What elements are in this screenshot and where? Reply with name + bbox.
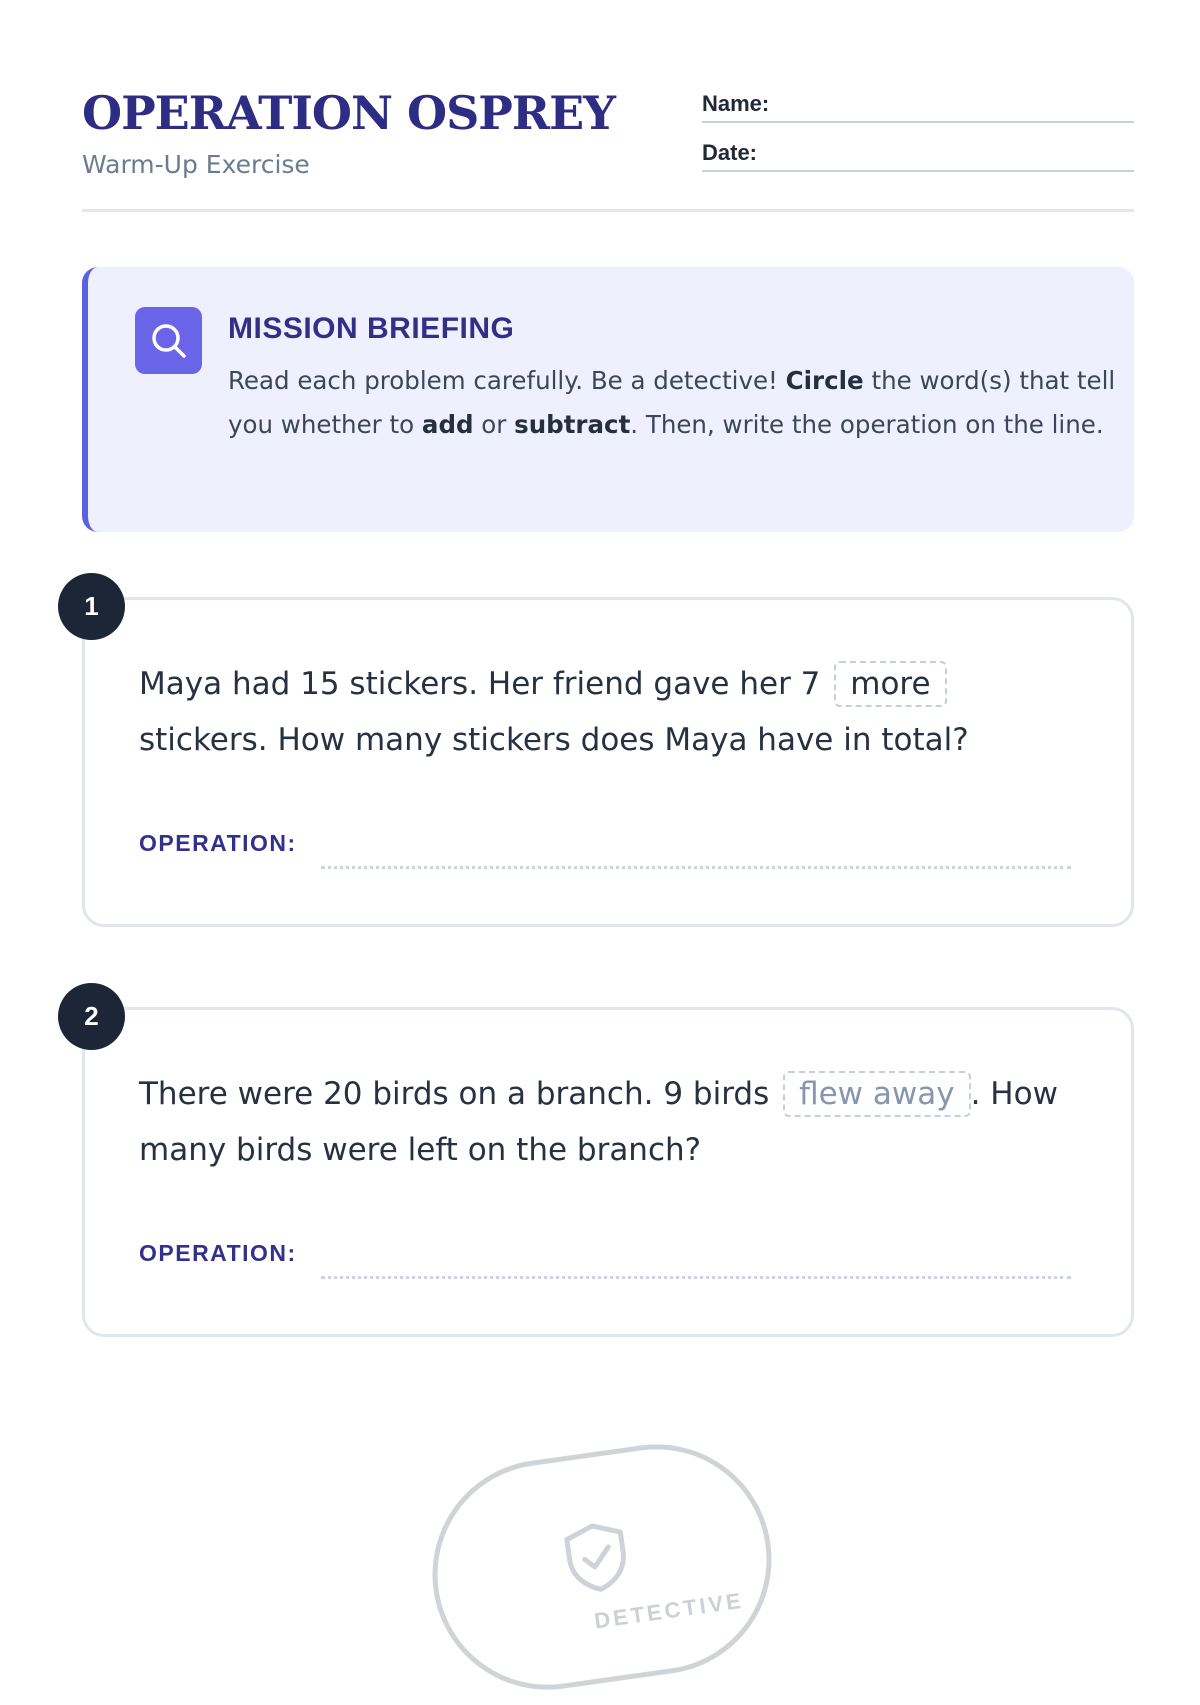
operation-label: OPERATION: [139, 830, 297, 856]
operation-label: OPERATION: [139, 1240, 297, 1266]
keyword-box[interactable]: more [834, 661, 946, 707]
page-title: OPERATION OSPREY [82, 86, 616, 140]
subtract-word: subtract [514, 410, 631, 439]
name-field[interactable] [702, 80, 1134, 123]
date-field[interactable] [702, 127, 1134, 172]
problem-text: Maya had 15 stickers. Her friend gave her 7 more stickers. How many stickers does Maya have in total? [139, 656, 1099, 768]
problem-card [82, 1001, 1134, 1337]
problem-text: There were 20 birds on a branch. 9 birds flew away . How many birds were left on the branch? [139, 1066, 1099, 1178]
operation-answer-line[interactable] [321, 866, 1071, 869]
shield-check-icon [559, 1517, 635, 1601]
search-icon [135, 307, 202, 374]
briefing-title: MISSION BRIEFING [228, 312, 515, 345]
worksheet-header [82, 80, 1134, 212]
name-label: Name: [702, 91, 770, 116]
problem-number-badge: 1 [58, 573, 125, 640]
student-fields [702, 80, 1134, 176]
operation-answer-line[interactable] [321, 1276, 1071, 1279]
problem-card [82, 591, 1134, 927]
mission-briefing [82, 267, 1134, 532]
stamp-text: DETECTIVE [592, 1587, 746, 1634]
detective-stamp [418, 1429, 787, 1704]
problem-number-badge: 2 [58, 983, 125, 1050]
page-subtitle: Warm-Up Exercise [82, 150, 310, 179]
add-word: add [421, 410, 474, 439]
keyword-box[interactable]: flew away [783, 1071, 971, 1117]
briefing-instructions: Read each problem carefully. Be a detective! Circle the word(s) that tell you whether to add or subtract. Then, write the operation on the line. [228, 366, 1116, 439]
circle-word: Circle [785, 366, 864, 395]
date-label: Date: [702, 140, 758, 165]
